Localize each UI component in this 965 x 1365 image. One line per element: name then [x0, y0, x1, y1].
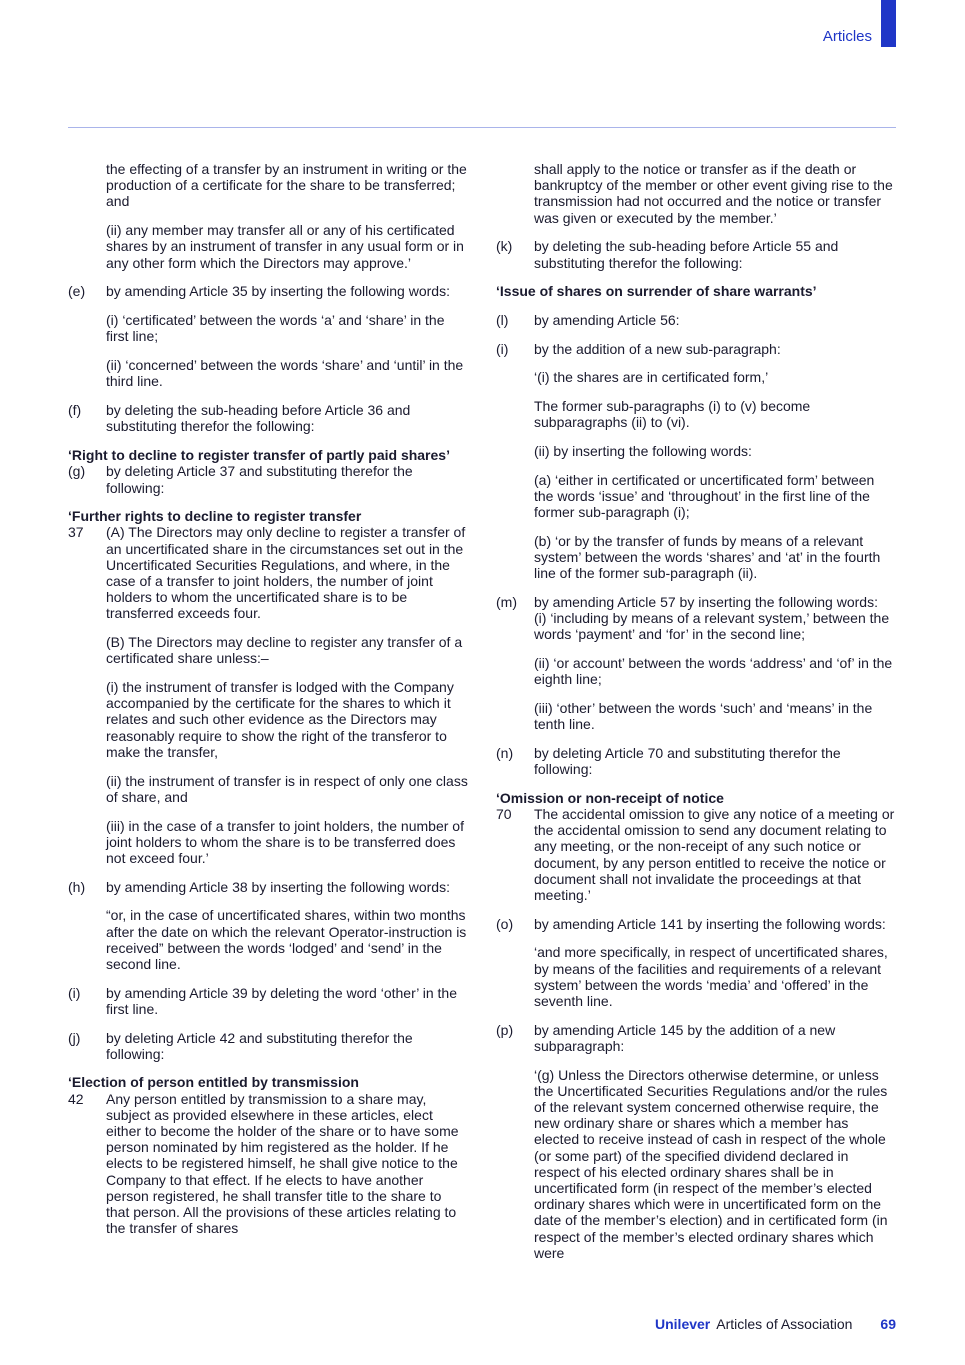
left-column [68, 161, 468, 1236]
header-rule [68, 127, 896, 128]
section-heading: ‘Election of person entitled by transmission [68, 1074, 359, 1091]
item-label: (h) [68, 878, 86, 895]
item-text: by amending Article 35 by inserting the following words: [106, 283, 450, 300]
item-label: (n) [496, 744, 514, 761]
brand-name: Unilever [655, 1316, 711, 1332]
list-item [68, 984, 468, 1017]
section-tab-marker [881, 0, 896, 47]
item-label: (i) [68, 984, 81, 1001]
section-heading: ‘Further rights to decline to register transfer [68, 508, 362, 525]
right-column [496, 161, 896, 1261]
list-item [496, 340, 896, 357]
item-label: (o) [496, 915, 514, 932]
item-label: (m) [496, 593, 517, 610]
page-number: 69 [880, 1316, 896, 1332]
item-label: (i) [496, 340, 509, 357]
paragraph: (iii) in the case of a transfer to joint holders, the number of joint holders to whom the share is to be transferred does not exceed four.’ [106, 817, 464, 866]
paragraph: the effecting of a transfer by an instrument in writing or the production of a certificate for the share to be transferred; and [106, 161, 467, 210]
list-item [496, 238, 896, 271]
item-label: (p) [496, 1021, 514, 1038]
paragraph: (ii) the instrument of transfer is in respect of only one class of share, and [106, 772, 468, 805]
item-text: by deleting the sub-heading before Article 55 and substituting therefor the following: [534, 238, 839, 271]
item-text: Any person entitled by transmission to a share may, subject as provided elsewhere in these articles, elect either to become the holder of the share or to have some person nominated by him registered as the holder. If he elects to be registered himself, he shall give notice to the Company to that effect. If he elects to have another person registered, he shall transfer title to the share to that person. All the provisions of these articles relating to the transfer of shares [106, 1090, 459, 1237]
paragraph: (ii) ‘or account’ between the words ‘address’ and ‘of’ in the eighth line; [534, 654, 893, 688]
item-label: 70 [496, 805, 512, 822]
item-text: by amending Article 56: [534, 311, 680, 328]
paragraph: (b) ‘or by the transfer of funds by means of a relevant system’ between the words ‘shares’ and ‘at’ in the fourth line of the former sub-paragraph (ii). [534, 532, 881, 582]
item-text: by amending Article 39 by deleting the word ‘other’ in the first line. [106, 984, 457, 1017]
page-footer [655, 1316, 896, 1332]
paragraph: (iii) ‘other’ between the words ‘such’ and ‘means’ in the tenth line. [534, 699, 873, 733]
list-item [68, 401, 468, 434]
paragraph: shall apply to the notice or transfer as if the death or bankruptcy of the member or other event giving rise to the transmission had not occurred and the notice or transfer was given or executed by the member.’ [534, 161, 893, 226]
paragraph: ‘and more specifically, in respect of uncertificated shares, by means of the facilities and requirements of a relevant system’ between the words ‘media’ and ‘offered’ in the seventh line. [534, 944, 888, 1009]
item-text: by deleting Article 42 and substituting therefor the following: [106, 1029, 413, 1062]
paragraph: (B) The Directors may decline to register any transfer of a certificated share unless:– [106, 634, 463, 667]
paragraph: (i) ‘including by means of a relevant system,’ between the words ‘payment’ and ‘for’ in the second line; [534, 610, 890, 643]
section-heading: ‘Right to decline to register transfer of partly paid shares’ [68, 447, 450, 464]
item-label: (k) [496, 238, 513, 255]
paragraph: “or, in the case of uncertificated shares, within two months after the date on which the relevant Operator-instruction is received” between the words ‘lodged’ and ‘send’ in the second line. [106, 907, 467, 972]
list-item [68, 878, 468, 895]
paragraph: (i) the instrument of transfer is lodged with the Company accompanied by the certificate for the shares to which it relates and such other evidence as the Directors may reasonably require to show the right of the transferor to make the transfer, [106, 679, 454, 760]
list-item [496, 311, 896, 328]
item-label: 37 [68, 524, 84, 541]
paragraph: (ii) by inserting the following words: [534, 442, 752, 459]
item-text: by deleting Article 70 and substituting therefor the following: [534, 744, 841, 777]
item-text: by amending Article 145 by the addition of a new subparagraph: [534, 1021, 836, 1054]
section-heading: ‘Omission or non-receipt of notice [496, 789, 724, 806]
list-item [496, 593, 896, 610]
list-item [68, 463, 468, 496]
item-label: (g) [68, 463, 86, 480]
list-item [68, 1029, 468, 1062]
item-text: by deleting the sub-heading before Article 36 and substituting therefor the following: [106, 401, 411, 434]
item-text: by amending Article 141 by inserting the following words: [534, 915, 886, 932]
section-heading: ‘Issue of shares on surrender of share warrants’ [496, 283, 817, 300]
paragraph: The former sub-paragraphs (i) to (v) become subparagraphs (ii) to (vi). [534, 398, 811, 431]
list-item [496, 805, 896, 903]
list-item [68, 524, 468, 622]
item-text: by deleting Article 37 and substituting therefor the following: [106, 463, 413, 496]
document-title: Articles of Association [716, 1316, 853, 1332]
item-label: 42 [68, 1090, 84, 1107]
list-item [68, 283, 468, 300]
paragraph: (ii) ‘concerned’ between the words ‘share’ and ‘until’ in the third line. [106, 356, 464, 390]
item-label: (f) [68, 401, 82, 418]
item-label: (j) [68, 1029, 81, 1046]
item-text: by amending Article 57 by inserting the following words: [534, 593, 878, 610]
paragraph: ‘(i) the shares are in certificated form,’ [534, 369, 769, 386]
item-text: (A) The Directors may only decline to register a transfer of an uncertificated share in the circumstances set out in the Uncertificated Securities Regulations, and where, in the case of a transfer to joint holders, the number of joint holders to whom the uncertificated share is to be transferred exceeds four. [106, 524, 466, 622]
list-item [68, 1090, 468, 1237]
paragraph: (a) ‘either in certificated or uncertificated form’ between the words ‘issue’ and ‘throughout’ in the first line of the former sub-paragraph (i); [534, 471, 875, 521]
item-text: by amending Article 38 by inserting the following words: [106, 878, 450, 895]
list-item [496, 744, 896, 777]
item-text: by the addition of a new sub-paragraph: [534, 340, 781, 357]
paragraph: (i) ‘certificated’ between the words ‘a’ and ‘share’ in the first line; [106, 311, 445, 345]
item-text: The accidental omission to give any notice of a meeting or the accidental omission to send any document relating to any meeting, or the non-receipt of any such notice or document, by any person entitled to receive the notice or document shall not invalidate the proceedings at that meeting.’ [534, 805, 895, 903]
paragraph: ‘(g) Unless the Directors otherwise determine, or unless the Uncertificated Securities Regulations and/or the rules of the relevant system concerned otherwise require, the new ordinary share or shares which a member has elected to receive instead of cash in respect of the whole (or some part) of the specified dividend declared in respect of his elected ordinary shares shall be in uncertificated form (in respect of the member’s elected ordinary shares which were in uncertificated form on the date of the member’s election) and in certificated form (in respect of the member’s elected ordinary shares which were [534, 1066, 888, 1261]
section-label: Articles [822, 28, 872, 45]
item-label: (l) [496, 311, 509, 328]
list-item [496, 915, 896, 932]
list-item [496, 1021, 896, 1054]
paragraph: (ii) any member may transfer all or any of his certificated shares by an instrument of transfer in any usual form or in any other form which the Directors may approve.’ [106, 222, 464, 271]
item-label: (e) [68, 283, 86, 300]
